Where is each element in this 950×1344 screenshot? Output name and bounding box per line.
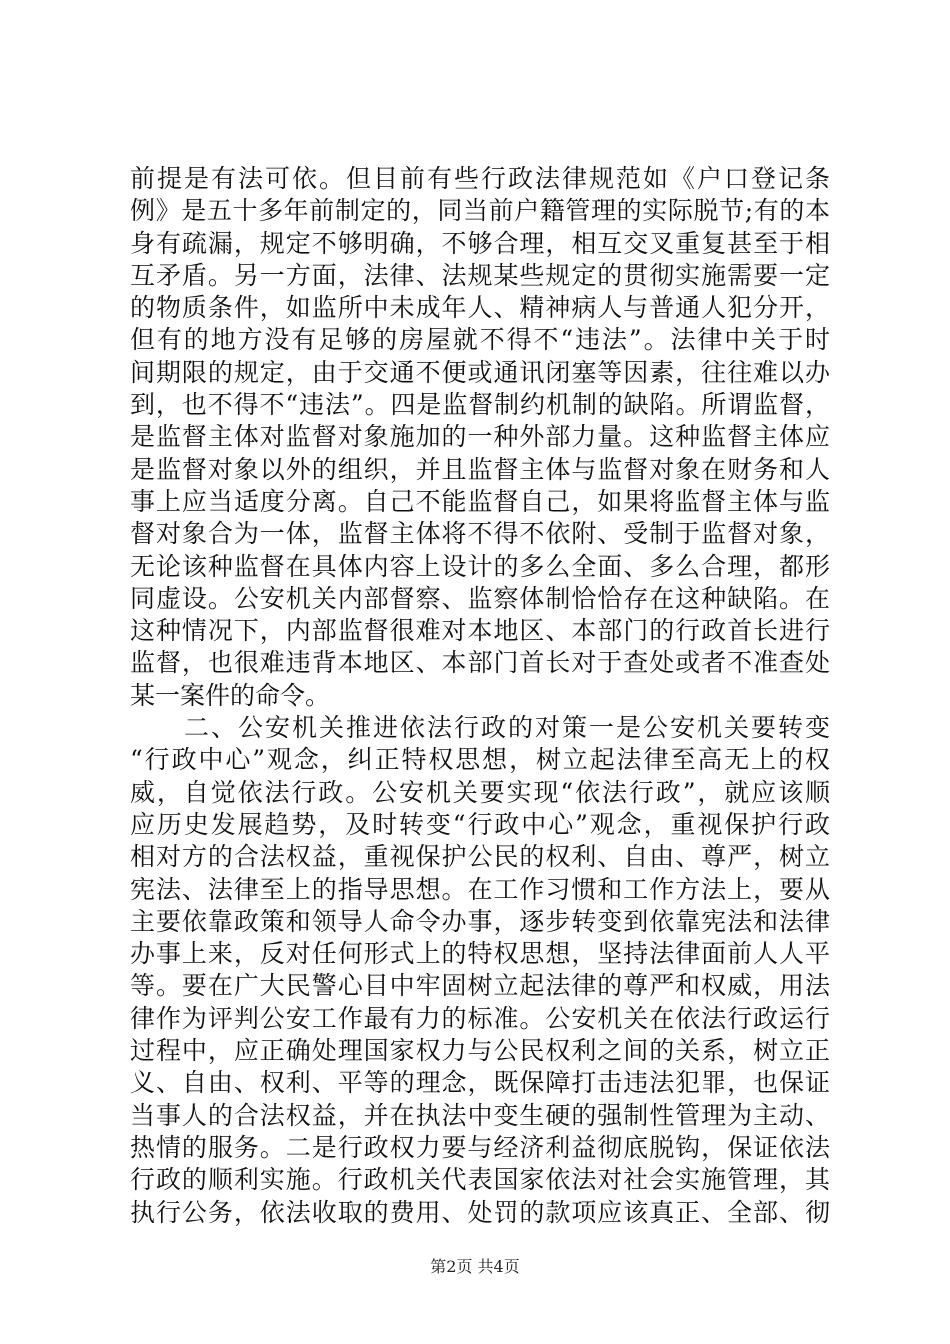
document-body — [130, 163, 830, 1229]
text-line: 督对象合为一体，监督主体将不得不依附、受制于监督对象， — [130, 519, 830, 549]
text-line: 是监督主体对监督对象施加的一种外部力量。这种监督主体应 — [130, 422, 830, 452]
text-line: 互矛盾。另一方面，法律、法规某些规定的贯彻实施需要一定 — [130, 260, 830, 290]
text-line: 间期限的规定，由于交通不便或通讯闭塞等因素，往往难以办 — [130, 357, 830, 387]
text-line: 这种情况下，内部监督很难对本地区、本部门的行政首长进行 — [130, 616, 830, 646]
text-line: 执行公务，依法收取的费用、处罚的款项应该真正、全部、彻 — [130, 1197, 830, 1227]
text-line: 过程中，应正确处理国家权力与公民权利之间的关系，树立正 — [130, 1036, 830, 1066]
text-line: 同虚设。公安机关内部督察、监察体制恰恰存在这种缺陷。在 — [130, 583, 830, 613]
text-line: 监督，也很难违背本地区、本部门首长对于查处或者不准查处 — [130, 648, 830, 678]
text-line: 二、公安机关推进依法行政的对策一是公安机关要转变 — [130, 713, 830, 743]
text-line: 的物质条件，如监所中未成年人、精神病人与普通人犯分开， — [130, 293, 830, 323]
text-line: 身有疏漏，规定不够明确，不够合理，相互交叉重复甚至于相 — [130, 228, 830, 258]
text-line: 威，自觉依法行政。公安机关要实现“依法行政”，就应该顺 — [130, 777, 830, 807]
text-line: 但有的地方没有足够的房屋就不得不“违法”。法律中关于时 — [130, 325, 830, 355]
text-line: 律作为评判公安工作最有力的标准。公安机关在依法行政运行 — [130, 1003, 830, 1033]
text-line: 到，也不得不“违法”。四是监督制约机制的缺陷。所谓监督， — [130, 390, 830, 420]
text-line: 当事人的合法权益，并在执法中变生硬的强制性管理为主动、 — [130, 1100, 830, 1130]
text-line: 是监督对象以外的组织，并且监督主体与监督对象在财务和人 — [130, 454, 830, 484]
page-footer: 第2页 共4页 — [430, 1257, 520, 1276]
text-line: 主要依靠政策和领导人命令办事，逐步转变到依靠宪法和法律 — [130, 906, 830, 936]
text-line: 相对方的合法权益，重视保护公民的权利、自由、尊严，树立 — [130, 842, 830, 872]
text-line: 事上应当适度分离。自己不能监督自己，如果将监督主体与监 — [130, 486, 830, 516]
text-line: 等。要在广大民警心目中牢固树立起法律的尊严和权威，用法 — [130, 971, 830, 1001]
text-line: 前提是有法可依。但目前有些行政法律规范如《户口登记条 — [130, 164, 830, 193]
text-line: 某一案件的命令。 — [130, 680, 331, 710]
text-line: 办事上来，反对任何形式上的特权思想，坚持法律面前人人平 — [130, 939, 830, 969]
text-line: 热情的服务。二是行政权力要与经济利益彻底脱钩，保证依法 — [130, 1132, 830, 1162]
text-line: 行政的顺利实施。行政机关代表国家依法对社会实施管理，其 — [130, 1165, 830, 1195]
text-line: 例》是五十多年前制定的，同当前户籍管理的实际脱节;有的本 — [130, 196, 830, 226]
text-line: 宪法、法律至上的指导思想。在工作习惯和工作方法上，要从 — [130, 874, 830, 904]
text-line: “行政中心”观念，纠正特权思想，树立起法律至高无上的权 — [130, 745, 830, 775]
text-line: 应历史发展趋势，及时转变“行政中心”观念，重视保护行政 — [130, 809, 830, 839]
text-line: 义、自由、权利、平等的理念，既保障打击违法犯罪，也保证 — [130, 1068, 830, 1098]
text-line: 无论该种监督在具体内容上设计的多么全面、多么合理，都形 — [130, 551, 830, 581]
